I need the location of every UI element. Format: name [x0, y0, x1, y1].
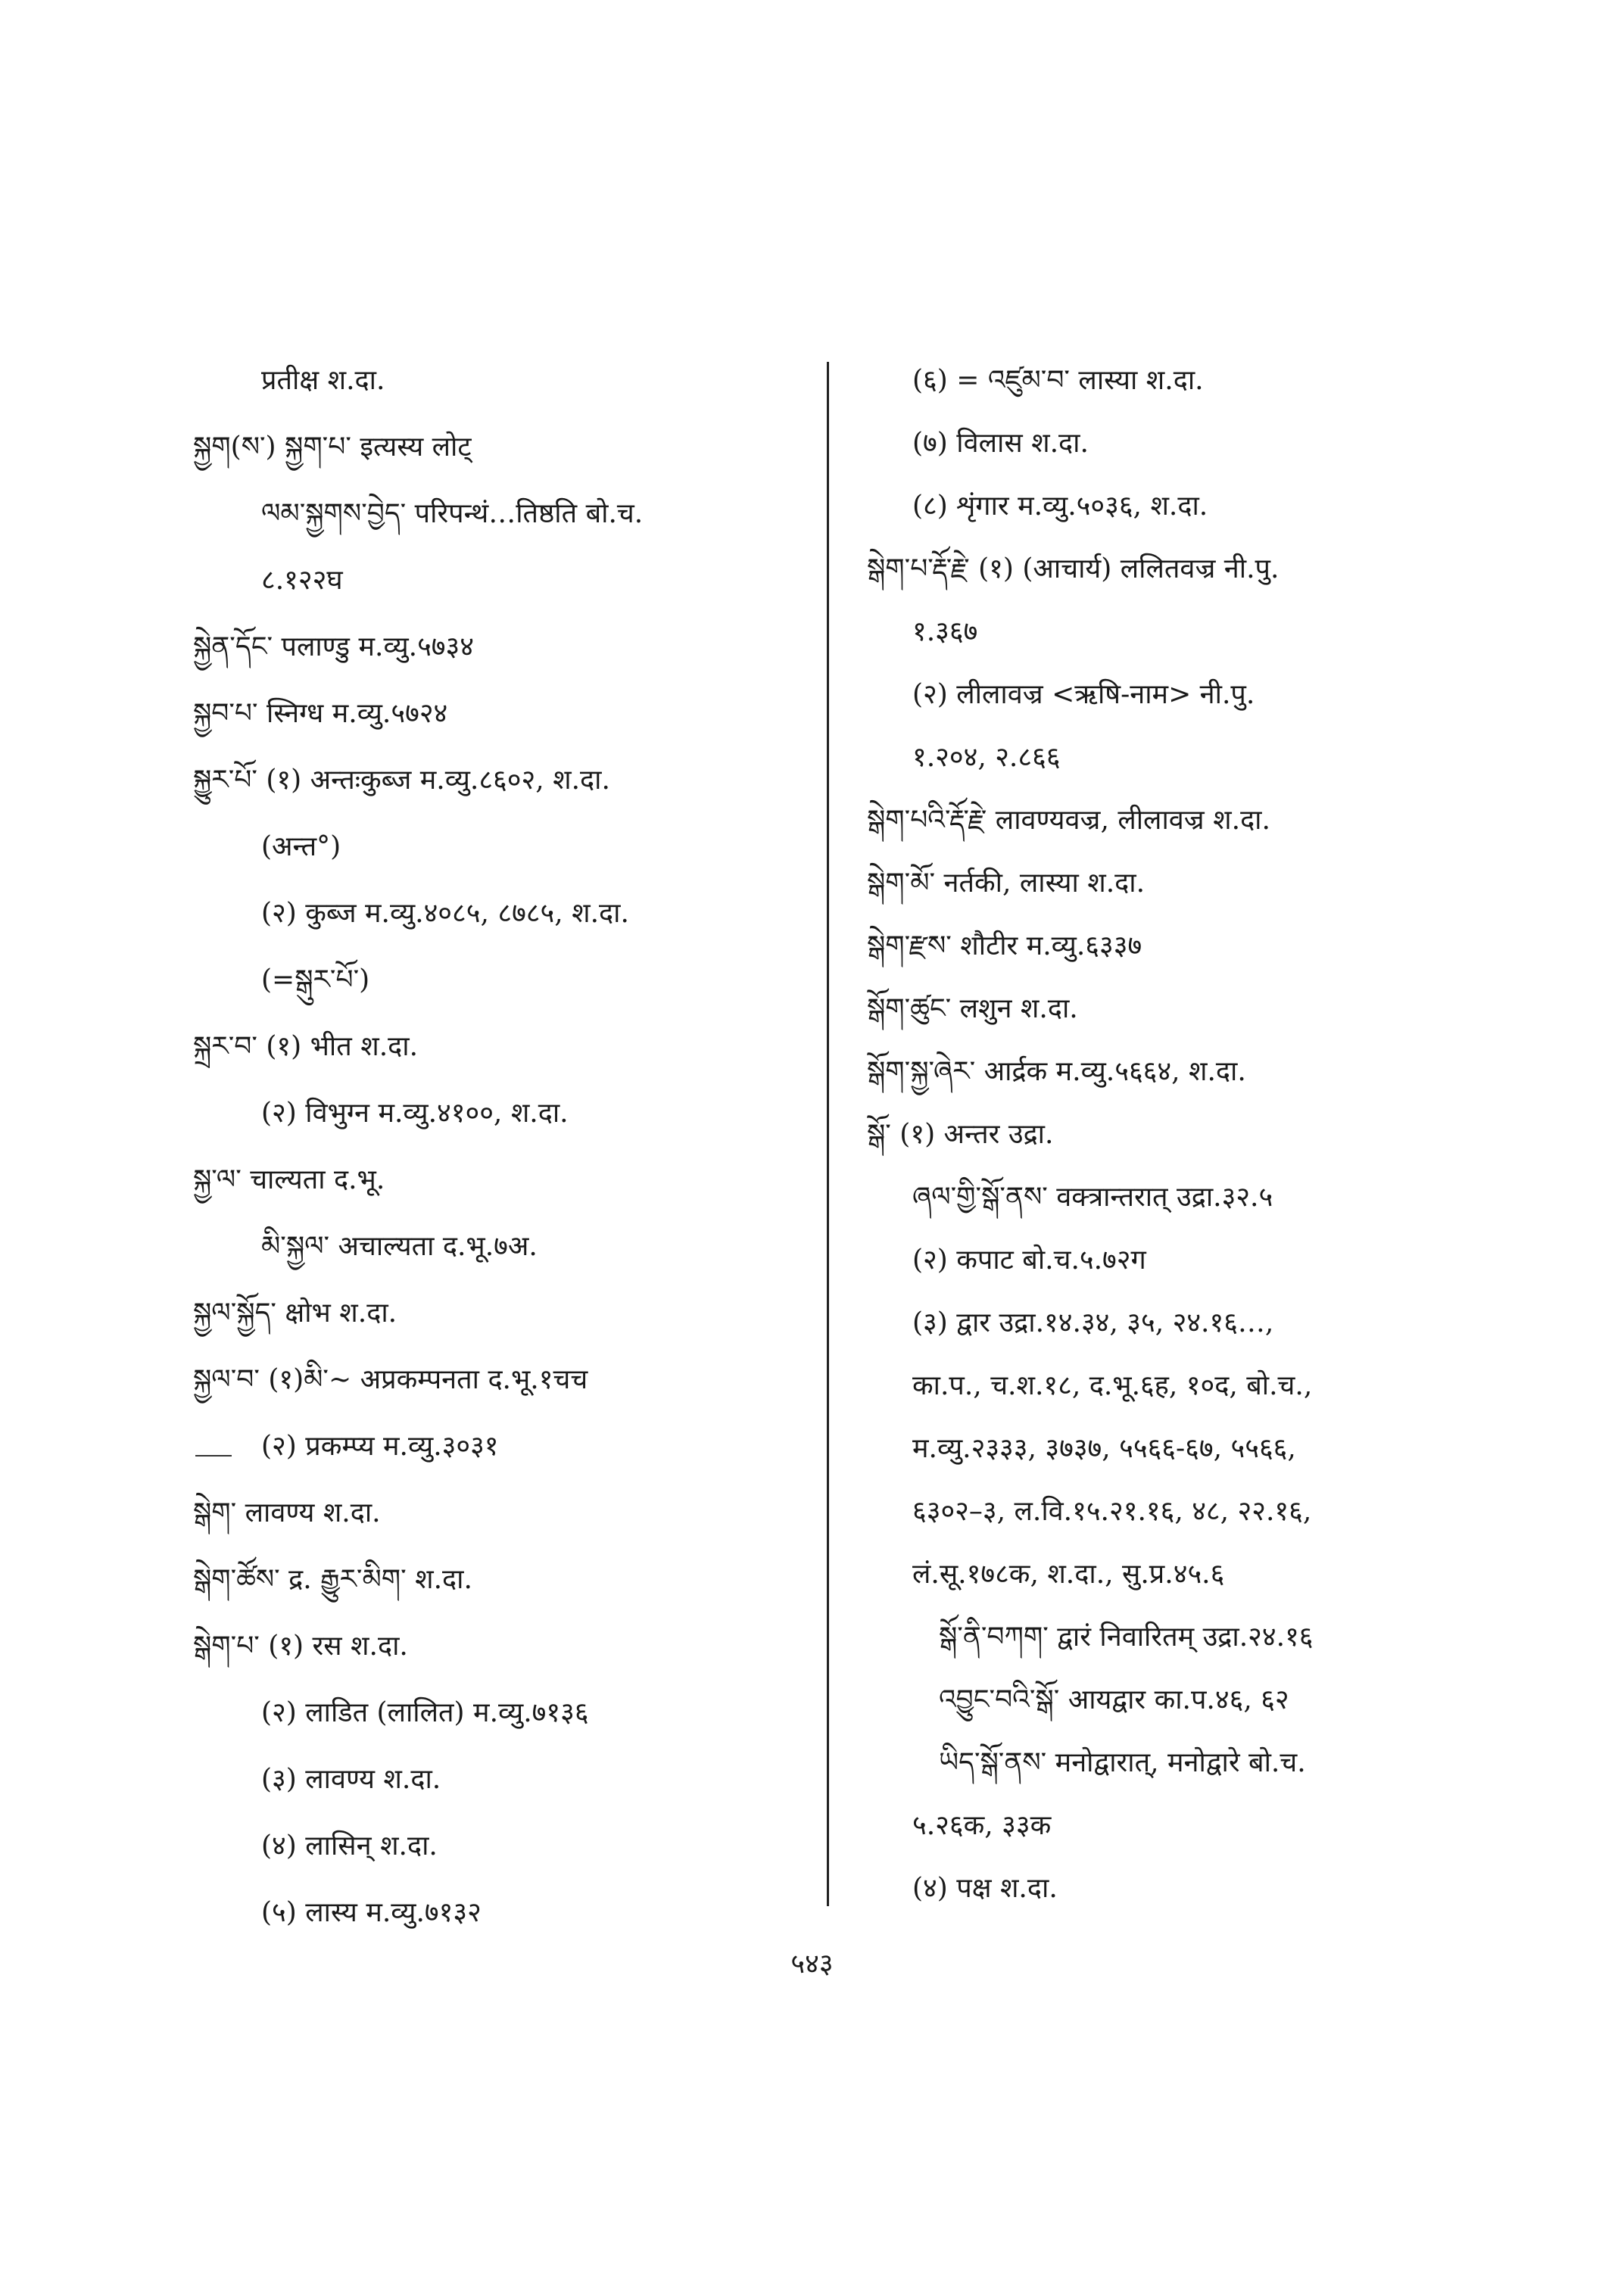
dictionary-subentry-line: (४) पक्ष श.दा. — [912, 1873, 1058, 1904]
dictionary-headword-line: སྐྱབ་པ་ स्निग्ध म.व्यु.५७२४ — [193, 698, 448, 729]
dictionary-subentry-line: (५) लास्य म.व्यु.७१३२ — [261, 1897, 482, 1928]
dictionary-subentry-line: ལམ་སྐྱགས་བྱེད་ परिपन्थं…तिष्ठति बो.च. — [261, 498, 644, 529]
left-column — [193, 363, 810, 1962]
dictionary-headword-line: སྒེག་མོ་ नर्तकी, लास्या श.दा. — [867, 868, 1146, 899]
dictionary-subentry-line: སྒོ་ནི་བཀག་ द्वारं निवारितम् उद्रा.२४.१६ — [939, 1622, 1314, 1653]
dictionary-subentry-line: ५.२६क, ३३क — [912, 1810, 1052, 1841]
dictionary-headword-line: སྒོག་སྐྱ་ཞེར་ आर्द्रक म.व्यु.५६६४, श.दा. — [867, 1056, 1246, 1087]
dictionary-subentry-line: (=སྒུར་པོ་) — [261, 964, 370, 995]
dictionary-subentry-line: १.२०४, २.८६६ — [912, 742, 1061, 773]
page-number: ५४३ — [790, 1949, 834, 1980]
dictionary-headword-line: སྐྱལ་སྐྱོད་ क्षोभ श.दा. — [193, 1298, 397, 1329]
dictionary-headword-line: སྐྱ་ལ་ चाल्यता द.भू. — [193, 1164, 385, 1195]
dictionary-headword-line: སྐྱུར་པོ་ (१) अन्तःकुब्ज म.व्यु.८६०२, श.दा. — [193, 765, 610, 796]
dictionary-subentry-line: (२) विभुग्न म.व्यु.४१००, श.दा. — [261, 1098, 569, 1129]
right-column — [867, 363, 1488, 1934]
dictionary-headword-line: སྐྱག(ས་) སྐྱག་པ་ इत्यस्य लोट् — [193, 431, 472, 463]
dictionary-subentry-line: (८) शृंगार म.व्यु.५०३६, श.दा. — [912, 491, 1208, 522]
dictionary-headword-line: སྒེག་རྫས་ शौटीर म.व्यु.६३३७ — [867, 930, 1142, 961]
dictionary-subentry-line: འབྱུང་བའི་སྒོ་ आयद्वार का.प.४६, ६२ — [939, 1684, 1289, 1715]
dictionary-headword-line: སྒེག་པ་རྡོ་རྗེ་ (१) (आचार्य) ललितवज्र नी.पु. — [867, 553, 1280, 584]
dictionary-subentry-line: म.व्यु.२३३३, ३७३७, ५५६६-६७, ५५६६, — [912, 1433, 1296, 1464]
dictionary-headword-line: སྒོ་ (१) अन्तर उद्रा. — [867, 1119, 1054, 1150]
dictionary-subentry-line: (३) द्वार उद्रा.१४.३४, ३५, २४.१६…, — [912, 1307, 1274, 1338]
dictionary-subentry-line: प्रतीक्ष श.दा. — [261, 365, 385, 396]
dictionary-subentry-line: (६) = འཛུམ་བ་ लास्या श.दा. — [912, 365, 1204, 396]
dictionary-headword-line: སྐྲར་བ་ (१) भीत श.दा. — [193, 1031, 419, 1062]
dictionary-subentry-line: (अन्त°) — [261, 831, 341, 862]
dictionary-subentry-line: (२) लाडित (लालित) म.व्यु.७१३६ — [261, 1697, 589, 1728]
dictionary-subentry-line: (२) लीलावज्र <ऋषि-नाम> नी.पु. — [912, 679, 1255, 710]
dictionary-subentry-line: (४) लासिन् श.दा. — [261, 1830, 438, 1862]
dictionary-subentry-line: (३) लावण्य श.दा. — [261, 1764, 441, 1795]
dictionary-subentry-line: का.प., च.श.१८, द.भू.६ह, १०द, बो.च., — [912, 1370, 1313, 1401]
dictionary-headword-line: སྐྱེན་དོང་ पलाण्डु म.व्यु.५७३४ — [193, 631, 474, 662]
dictionary-subentry-line: མི་སྐྱལ་ अचाल्यता द.भू.७अ. — [261, 1231, 538, 1262]
dictionary-subentry-line: ཡིད་སྒོ་ནས་ मनोद्वारात्, मनोद्वारे बो.च. — [939, 1747, 1306, 1778]
dictionary-headword-line: སྐྱལ་བ་ (१)མི་~ अप्रकम्पनता द.भू.१चच — [193, 1364, 588, 1395]
margin-dash — [195, 1455, 232, 1456]
dictionary-headword-line: སྒེག་པ་ (१) रस श.दा. — [193, 1631, 408, 1662]
dictionary-subentry-line: (२) कुब्ज म.व्यु.४०८५, ८७८५, श.दा. — [261, 898, 629, 929]
dictionary-subentry-line: ཞལ་གྱི་སྒོ་ནས་ वक्त्रान्तरात् उद्रा.३२.५ — [912, 1182, 1273, 1213]
dictionary-subentry-line: १.३६७ — [912, 616, 978, 647]
dictionary-subentry-line: (७) विलास श.दा. — [912, 428, 1089, 459]
dictionary-subentry-line: लं.सू.१७८क, श.दा., सु.प्र.४५.६ — [912, 1559, 1225, 1590]
dictionary-subentry-line: (२) कपाट बो.च.५.७२ग — [912, 1245, 1146, 1276]
dictionary-headword-line: སྒེག་པའི་རྡོ་རྗེ་ लावण्यवज्र, लीलावज्र श.दा. — [867, 805, 1270, 836]
column-divider — [827, 362, 829, 1906]
dictionary-headword-line: སྒེག་ཚོས་ द्र. རྒྱུར་མིག་ श.दा. — [193, 1564, 472, 1595]
dictionary-subentry-line: ८.१२२घ — [261, 565, 343, 596]
dictionary-subentry-line: (२) प्रकम्प्य म.व्यु.३०३१ — [261, 1431, 499, 1462]
dictionary-headword-line: སྒོག་ཚུང་ लशुन श.दा. — [867, 993, 1078, 1024]
dictionary-subentry-line: ६३०२–३, ल.वि.१५.२१.१६, ४८, २२.१६, — [912, 1496, 1312, 1527]
dictionary-headword-line: སྒེག་ लावण्य श.दा. — [193, 1497, 381, 1528]
